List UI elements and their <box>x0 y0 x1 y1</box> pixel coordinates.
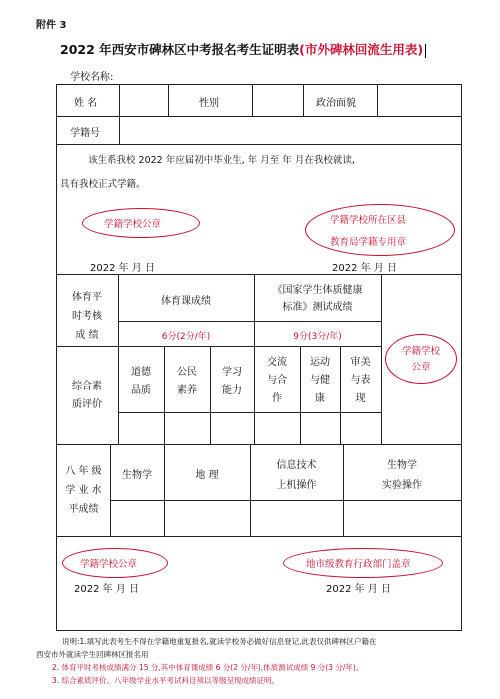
quality-item-line: 道德 <box>131 367 151 378</box>
name-label: 姓 名 <box>74 98 98 109</box>
row-divider <box>56 116 462 117</box>
biology-label: 生物学 <box>122 470 152 481</box>
quality-item-line: 交流 <box>267 357 287 368</box>
school-name-label: 学校名称: <box>70 72 114 83</box>
quality-label-line: 质评价 <box>72 399 102 410</box>
stamp-line: 公章 <box>411 362 431 373</box>
quality-item-line: 与健 <box>310 375 330 386</box>
city-seal-text: 地市级教育行政部门盖章 <box>306 559 411 570</box>
statement-line-2: 具有我校正式学籍。 <box>60 179 146 190</box>
attachment-label: 附件 3 <box>36 20 67 31</box>
grade8-label-line: 平成绩 <box>68 504 99 515</box>
quality-label <box>57 378 117 414</box>
row-divider <box>56 274 462 275</box>
quality-item-line: 审美 <box>350 357 371 368</box>
district-seal-text-1: 学籍学校所在区县 <box>330 215 407 226</box>
row-divider <box>110 500 462 501</box>
title-main: 2022 年西安市碑林区中考报名考生证明表 <box>60 42 300 57</box>
date-right: 2022 年 月 日 <box>332 263 397 274</box>
quality-item-line: 运动 <box>310 357 330 368</box>
quality-item-morality <box>118 364 164 400</box>
col-divider <box>164 444 165 536</box>
quality-item-line: 能力 <box>222 385 242 396</box>
quality-item-line: 素养 <box>177 385 197 396</box>
pe-label-line: 成 绩 <box>75 330 99 341</box>
quality-item-citizenship <box>164 364 210 400</box>
row-divider <box>56 346 381 347</box>
grade8-label-line: 学 业 水 <box>65 485 102 496</box>
date-bottom-right: 2022 年 月 日 <box>326 584 391 595</box>
student-id-label: 学籍号 <box>70 128 100 139</box>
it-label-line: 上机操作 <box>276 480 317 491</box>
col-divider <box>252 84 253 116</box>
table-left-border <box>56 84 57 631</box>
health-test-label <box>254 282 381 316</box>
quality-item-health <box>300 354 340 408</box>
statement-line-1: 该生系我校 2022 年应届初中毕业生, 年 月至 年 月在我校就读, <box>88 155 355 166</box>
title-red-suffix: (市外碑林回流生用表) <box>299 42 424 57</box>
school-seal-text-3: 学籍学校公章 <box>80 559 138 570</box>
geography-label: 地 理 <box>195 470 219 481</box>
table-right-border <box>461 84 462 631</box>
quality-item-line: 作 <box>272 393 282 404</box>
quality-item-line: 现 <box>355 393 366 404</box>
it-operation-label <box>250 456 343 496</box>
row-divider <box>56 144 462 145</box>
quality-item-line: 学习 <box>222 367 242 378</box>
note-1-cont: 西安市外就读学生回碑林区报名用 <box>36 650 149 659</box>
grade8-label-line: 八 年 级 <box>65 466 102 477</box>
date-bottom-left: 2022 年 月 日 <box>74 584 139 595</box>
quality-label-line: 综合素 <box>72 381 102 392</box>
gender-label: 性别 <box>199 98 219 109</box>
col-divider <box>168 84 169 116</box>
school-seal-text: 学籍学校公章 <box>104 219 162 230</box>
pe-label-line: 体育平 <box>72 292 102 303</box>
row-divider <box>56 444 462 445</box>
pe-label <box>57 288 117 345</box>
quality-item-learning <box>210 364 254 400</box>
quality-item-line: 与合 <box>267 375 287 386</box>
health-test-label-line: 标准》测试成绩 <box>282 302 353 313</box>
table-top-border <box>56 84 462 85</box>
note-3: 3. 综合素质评价、八年级学业水平考试科目须以等级呈现成绩证明。 <box>52 676 280 685</box>
date-left: 2022 年 月 日 <box>90 263 155 274</box>
stamp-line: 学籍学校 <box>401 346 440 357</box>
note-2: 2. 体育平时考核成绩满分 15 分,其中体育课成绩 6 分(2 分/年),体质测试成绩 9 分(3 分/年)。 <box>52 663 364 672</box>
col-divider <box>377 84 378 116</box>
pe-points: 6分(2分/年) <box>161 332 211 342</box>
table-bottom-border <box>56 630 462 631</box>
col-divider <box>381 274 382 444</box>
quality-item-aesthetics <box>340 354 381 408</box>
pe-course-score-label: 体育课成绩 <box>161 296 211 307</box>
quality-item-line: 康 <box>315 393 325 404</box>
col-divider <box>110 444 111 536</box>
quality-item-line: 与表 <box>350 375 371 386</box>
health-points: 9分(3分/年) <box>293 332 342 342</box>
text-cursor <box>425 44 426 58</box>
page-title <box>60 40 426 58</box>
district-seal-text-2: 教育局学籍专用章 <box>330 237 407 248</box>
col-divider <box>119 84 120 144</box>
quality-item-cooperation <box>254 354 300 408</box>
pe-label-line: 时考核 <box>72 311 102 322</box>
bio-exp-label-line: 实验操作 <box>382 480 422 491</box>
quality-item-line: 品质 <box>131 385 151 396</box>
bio-exp-label-line: 生物学 <box>387 460 417 471</box>
note-1: 说明:1.填写此表考生不得在学籍地重复报名,就读学校务必做好信息登记,此表仅供碑林区户籍在 <box>62 637 377 646</box>
row-divider <box>118 412 381 413</box>
row-divider <box>56 536 462 537</box>
politics-label: 政治面貌 <box>316 98 356 109</box>
grade8-label <box>57 462 110 519</box>
row-divider <box>118 321 381 322</box>
col-divider <box>303 84 304 116</box>
it-label-line: 信息技术 <box>276 460 317 471</box>
school-seal-text-2 <box>385 344 457 376</box>
bio-experiment-label <box>343 456 461 496</box>
quality-item-line: 公民 <box>177 367 197 378</box>
health-test-label-line: 《国家学生体质健康 <box>272 285 363 296</box>
